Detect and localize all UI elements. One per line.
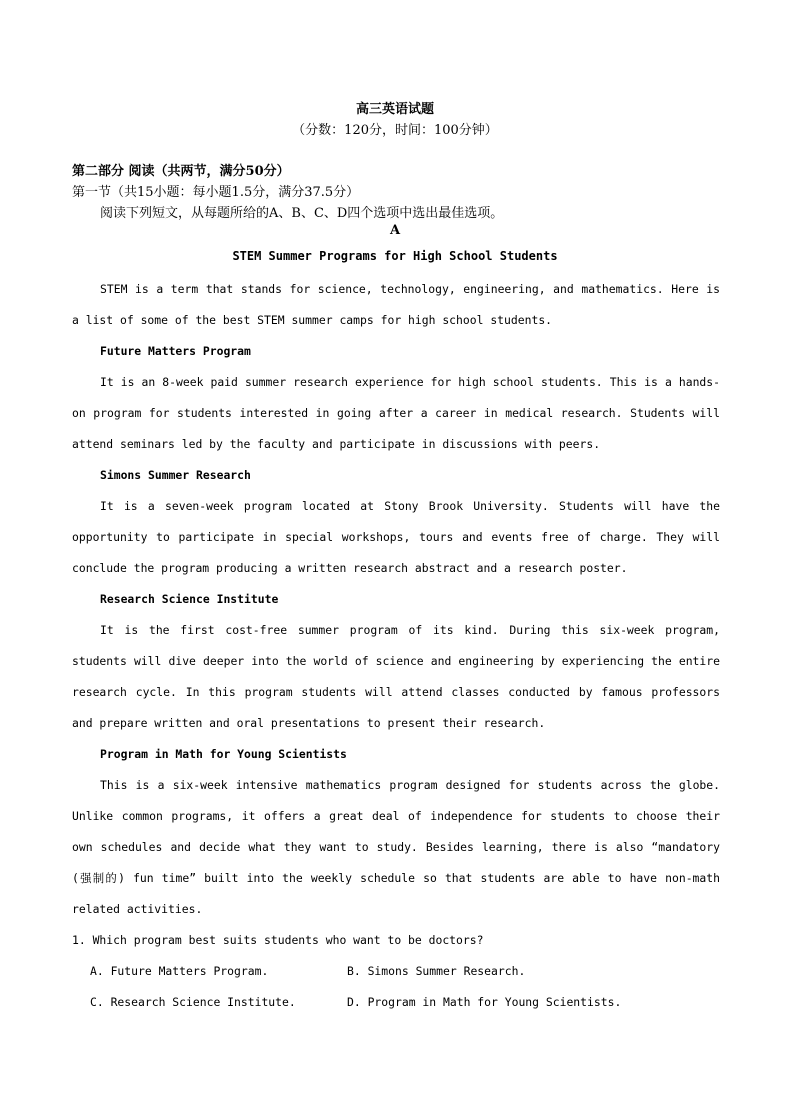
program-description: It is an 8-week paid summer research experience for high school students. This is a hands-on program for students interested in going after a career in medical research. Students will attend seminars led by the faculty and participate in discussions with peers. [72,375,720,451]
program-description: It is the first cost-free summer program of its kind. During this six-week program, students will dive deeper into the world of science and engineering by experiencing the entire research cycle. In this program students will attend classes conducted by famous professors and prepare written and oral presentations to present their research. [72,623,720,730]
options-row [72,987,720,1018]
option-d: D. Program in Math for Young Scientists. [347,995,622,1009]
option-c: C. Research Science Institute. [90,995,296,1009]
part-heading: 第二部分 阅读（共两节，满分50分） [72,164,290,179]
program-heading: Future Matters Program [100,344,251,358]
option-a: A. Future Matters Program. [90,964,269,978]
passage-intro: STEM is a term that stands for science, technology, engineering, and mathematics. Here is a list of some of the best STEM summer camps for high school students. [72,282,720,327]
passage-letter: A [389,223,401,238]
program-description: This is a six-week intensive mathematics program designed for students across the globe. Unlike common programs, it offers a great deal of independence for students to choose their own schedules and decide what they want to study. Besides learning, there is also “mandatory (强制的) fun time” built into the weekly schedule so that students are able to have non-math related activities. [72,778,720,916]
passage-body [72,274,720,1018]
program-heading: Research Science Institute [100,592,279,606]
program-heading: Simons Summer Research [100,468,251,482]
program-heading: Program in Math for Young Scientists [100,747,347,761]
question-stem: 1. Which program best suits students who want to be doctors? [72,933,484,947]
option-b: B. Simons Summer Research. [347,964,526,978]
exam-subtitle: （分数：120分，时间：100分钟） [292,123,498,138]
options-row [72,956,720,987]
exam-title: 高三英语试题 [355,102,434,117]
section-heading: 第一节（共15小题：每小题1.5分，满分37.5分） [72,185,360,200]
program-description: It is a seven-week program located at Stony Brook University. Students will have the opportunity to participate in special workshops, tours and events free of charge. They will conclude the program producing a written research abstract and a research poster. [72,499,720,575]
instructions: 阅读下列短文，从每题所给的A、B、C、D四个选项中选出最佳选项。 [100,206,504,221]
passage-title: STEM Summer Programs for High School Students [232,249,558,263]
